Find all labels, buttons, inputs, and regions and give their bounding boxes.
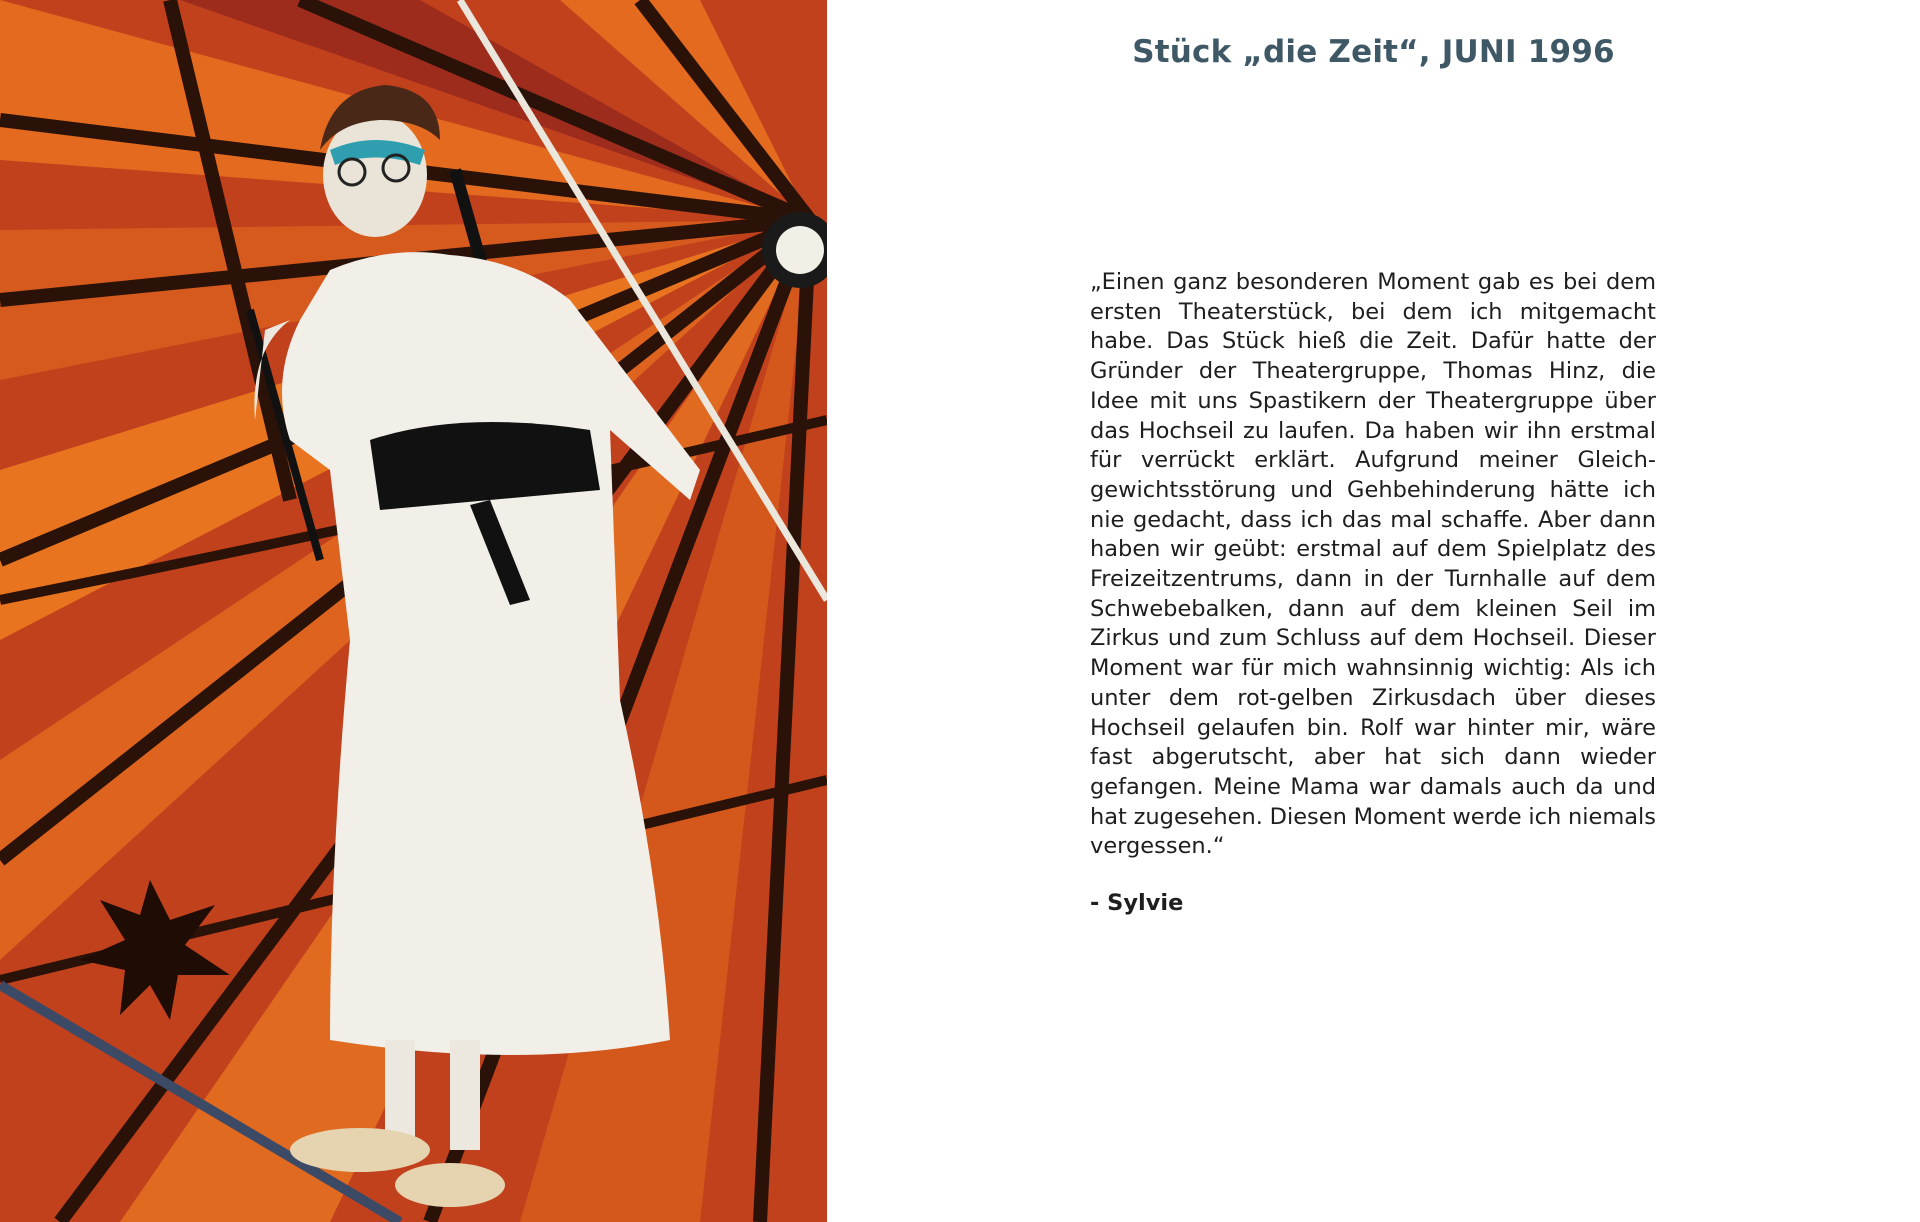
page-title: Stück „die Zeit“, JUNI 1996 [1132,34,1615,70]
ballet-shoe-right [395,1163,505,1207]
photo-illustration [0,0,827,1222]
tightrope-walker-photo [0,0,827,1222]
right-leg [450,1040,480,1150]
ballet-shoe-left [290,1128,430,1172]
tent-apex-light-glow [776,226,824,274]
text-page [827,0,1920,1222]
quote-author: - Sylvie [1090,890,1184,916]
quote-text: „Einen ganz besonderen Moment gab es bei dem ersten Theaterstück, bei dem ich mitgemacht habe. Das Stück hieß die Zeit. Dafür hatte der Gründer der Theatergruppe, Thomas Hinz, die Idee mit uns Spastikern der Theatergruppe über das Hochseil zu laufen. Da haben wir ihn erstmal für verrückt erklärt. Aufgrund meiner Gleichgewichtsstörung und Gehbehinderung hätte ich nie gedacht, dass ich das mal schaffe. Aber dann haben wir geübt: erstmal auf dem Spielplatz des Freizeitzentrums, dann in der Turnhalle auf dem Schwebebalken, dann auf dem kleinen Seil im Zirkus und zum Schluss auf dem Hochseil. Dieser Moment war für mich wahnsinnig wichtig: Als ich unter dem rot-gelben Zirkusdach über dieses Hochseil gelaufen bin. Rolf war hinter mir, wäre fast abgerutscht, aber hat sich dann wieder gefangen. Meine Mama war damals auch da und hat zugesehen. Diesen Moment werde ich niemals vergessen.“ [1090,269,1656,860]
